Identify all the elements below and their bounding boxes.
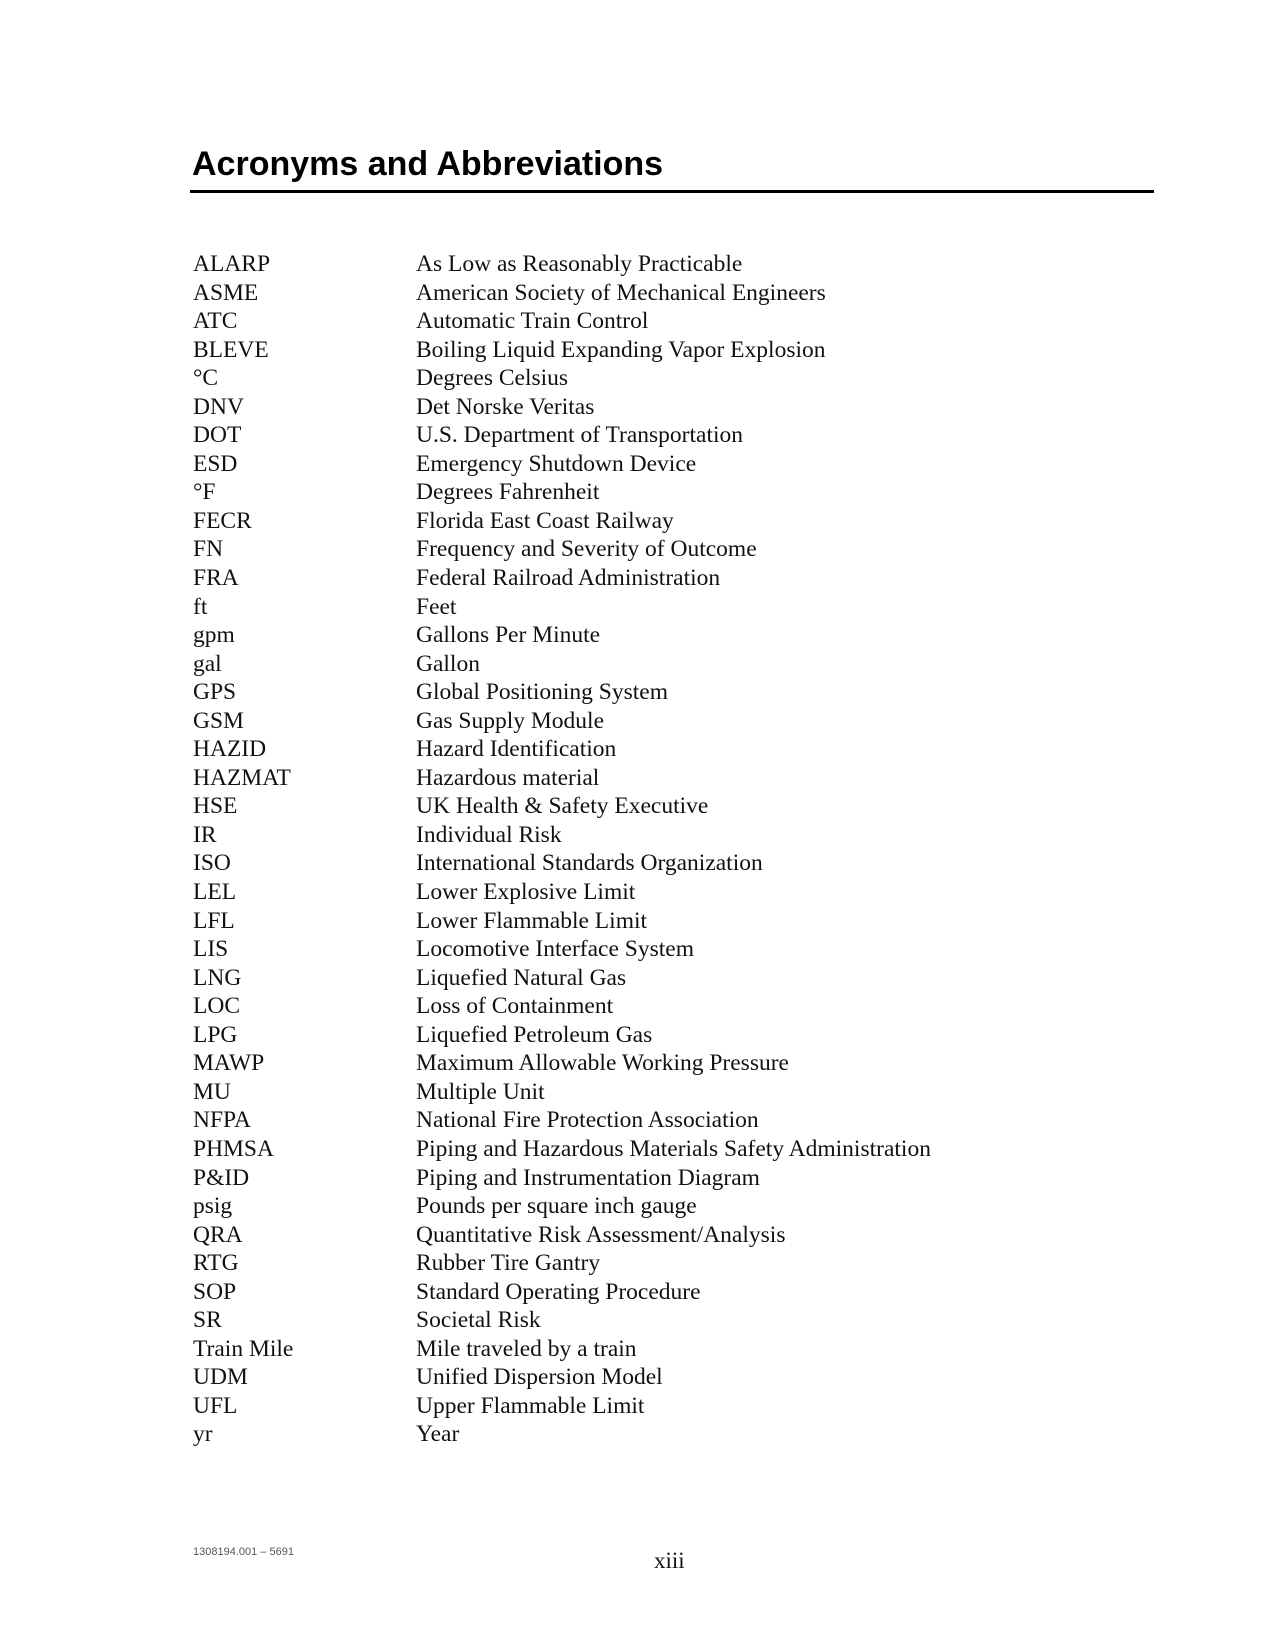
acronym-definition: Florida East Coast Railway [416,507,674,534]
acronym-term: MAWP [193,1050,265,1077]
acronym-term: MU [193,1078,231,1105]
acronym-definition: Upper Flammable Limit [416,1392,645,1419]
page-title: Acronyms and Abbreviations [192,145,664,183]
acronym-row [193,1335,1093,1364]
acronym-row [193,935,1093,964]
acronym-row [193,564,1093,593]
acronym-term: UDM [193,1364,248,1391]
acronym-definition: Liquefied Natural Gas [416,964,627,991]
acronym-term: FN [193,536,224,563]
acronym-row [193,849,1093,878]
acronym-row [193,907,1093,936]
acronym-row [193,1078,1093,1107]
acronym-row [193,450,1093,479]
acronym-row [193,393,1093,422]
acronym-definition: Maximum Allowable Working Pressure [416,1050,789,1077]
acronym-term: RTG [193,1250,239,1277]
acronym-definition: Piping and Instrumentation Diagram [416,1164,760,1191]
acronym-row [193,279,1093,308]
acronym-row [193,821,1093,850]
acronym-row [193,250,1093,279]
acronym-term: HAZMAT [193,764,291,791]
acronym-definition: Emergency Shutdown Device [416,450,697,477]
acronym-definition: Locomotive Interface System [416,936,694,963]
acronym-term: ALARP [193,251,271,277]
acronym-term: PHMSA [193,1135,274,1162]
acronym-definition: Boiling Liquid Expanding Vapor Explosion [416,336,826,363]
acronym-term: DNV [193,393,244,420]
acronym-definition: U.S. Department of Transportation [416,422,744,449]
acronym-row [193,1021,1093,1050]
acronym-term: LIS [193,936,229,963]
acronym-row [193,1164,1093,1193]
acronym-term: °F [193,479,216,506]
acronym-row [193,507,1093,536]
acronym-term: P&ID [193,1164,250,1191]
acronym-row [193,1363,1093,1392]
acronym-definition: Det Norske Veritas [416,393,595,420]
acronym-term: LNG [193,964,242,991]
acronym-term: IR [193,821,217,848]
acronym-row [193,764,1093,793]
acronym-term: DOT [193,422,242,449]
acronym-definition: Mile traveled by a train [416,1335,637,1362]
acronym-row [193,421,1093,450]
acronym-definition: Gallon [416,650,480,677]
acronym-term: ESD [193,450,238,477]
acronym-definition: National Fire Protection Association [416,1107,759,1134]
acronym-definition: Standard Operating Procedure [416,1278,701,1305]
acronym-row [193,650,1093,679]
acronym-row [193,307,1093,336]
acronym-row [193,678,1093,707]
acronym-row [193,478,1093,507]
acronym-term: LFL [193,907,235,934]
acronym-definition: Quantitative Risk Assessment/Analysis [416,1221,786,1248]
acronym-term: FRA [193,565,239,592]
acronym-definition: Lower Explosive Limit [416,879,636,906]
acronym-definition: Automatic Train Control [416,308,649,335]
acronym-list [193,250,1093,1449]
acronym-term: Train Mile [193,1335,294,1362]
acronym-definition: Lower Flammable Limit [416,907,648,934]
acronym-term: QRA [193,1221,243,1248]
acronym-row [193,735,1093,764]
acronym-term: ft [193,593,208,620]
acronym-row [193,707,1093,736]
acronym-term: LOC [193,993,240,1020]
acronym-row [193,878,1093,907]
acronym-term: ATC [193,308,238,335]
acronym-definition: Degrees Fahrenheit [416,479,600,506]
document-number: 1308194.001 – 5691 [193,1546,294,1558]
acronym-definition: Piping and Hazardous Materials Safety Administration [416,1135,931,1162]
acronym-definition: Gas Supply Module [416,707,604,734]
acronym-row [193,593,1093,622]
acronym-row [193,1135,1093,1164]
acronym-row [193,1049,1093,1078]
acronym-definition: Unified Dispersion Model [416,1364,663,1391]
acronym-row [193,1306,1093,1335]
acronym-term: gpm [193,622,235,649]
acronym-term: yr [193,1421,213,1448]
acronym-term: LPG [193,1021,238,1048]
acronym-term: NFPA [193,1107,251,1134]
acronym-definition: As Low as Reasonably Practicable [416,251,743,277]
acronym-definition: UK Health & Safety Executive [416,793,709,820]
acronym-term: ASME [193,279,259,306]
acronym-definition: Societal Risk [416,1307,541,1334]
acronym-term: GPS [193,679,237,706]
acronym-term: FECR [193,507,252,534]
acronym-definition: Loss of Containment [416,993,614,1020]
acronym-term: gal [193,650,222,677]
acronym-definition: Hazard Identification [416,736,617,763]
acronym-definition: American Society of Mechanical Engineers [416,279,826,306]
acronym-row [193,792,1093,821]
acronym-definition: Degrees Celsius [416,365,569,392]
acronym-definition: Feet [416,593,457,620]
acronym-row [193,1392,1093,1421]
acronym-row [193,992,1093,1021]
acronym-definition: Hazardous material [416,764,600,791]
acronym-definition: Gallons Per Minute [416,622,601,649]
acronym-definition: Federal Railroad Administration [416,565,721,592]
acronym-term: BLEVE [193,336,269,363]
acronym-term: °C [193,365,219,392]
acronym-definition: Individual Risk [416,821,562,848]
acronym-term: HAZID [193,736,267,763]
acronym-row [193,621,1093,650]
acronym-row [193,1420,1093,1449]
acronym-row [193,336,1093,365]
acronym-term: SR [193,1307,222,1334]
acronym-row [193,535,1093,564]
acronym-row [193,964,1093,993]
acronym-definition: Rubber Tire Gantry [416,1250,601,1277]
acronym-row [193,1249,1093,1278]
acronym-definition: Multiple Unit [416,1078,545,1105]
acronym-term: HSE [193,793,238,820]
page-number: xiii [654,1548,685,1573]
acronym-term: ISO [193,850,231,877]
acronym-row [193,1221,1093,1250]
acronym-term: UFL [193,1392,238,1419]
acronym-term: SOP [193,1278,237,1305]
acronym-term: GSM [193,707,244,734]
acronym-definition: Year [416,1421,460,1448]
acronym-row [193,1192,1093,1221]
acronym-definition: Global Positioning System [416,679,668,706]
acronym-term: LEL [193,879,237,906]
acronym-definition: Pounds per square inch gauge [416,1193,697,1220]
acronym-row [193,1278,1093,1307]
title-underline [190,190,1154,193]
acronym-definition: Liquefied Petroleum Gas [416,1021,653,1048]
acronym-definition: Frequency and Severity of Outcome [416,536,757,563]
acronym-row [193,364,1093,393]
acronym-definition: International Standards Organization [416,850,763,877]
acronym-row [193,1106,1093,1135]
acronym-term: psig [193,1193,233,1220]
